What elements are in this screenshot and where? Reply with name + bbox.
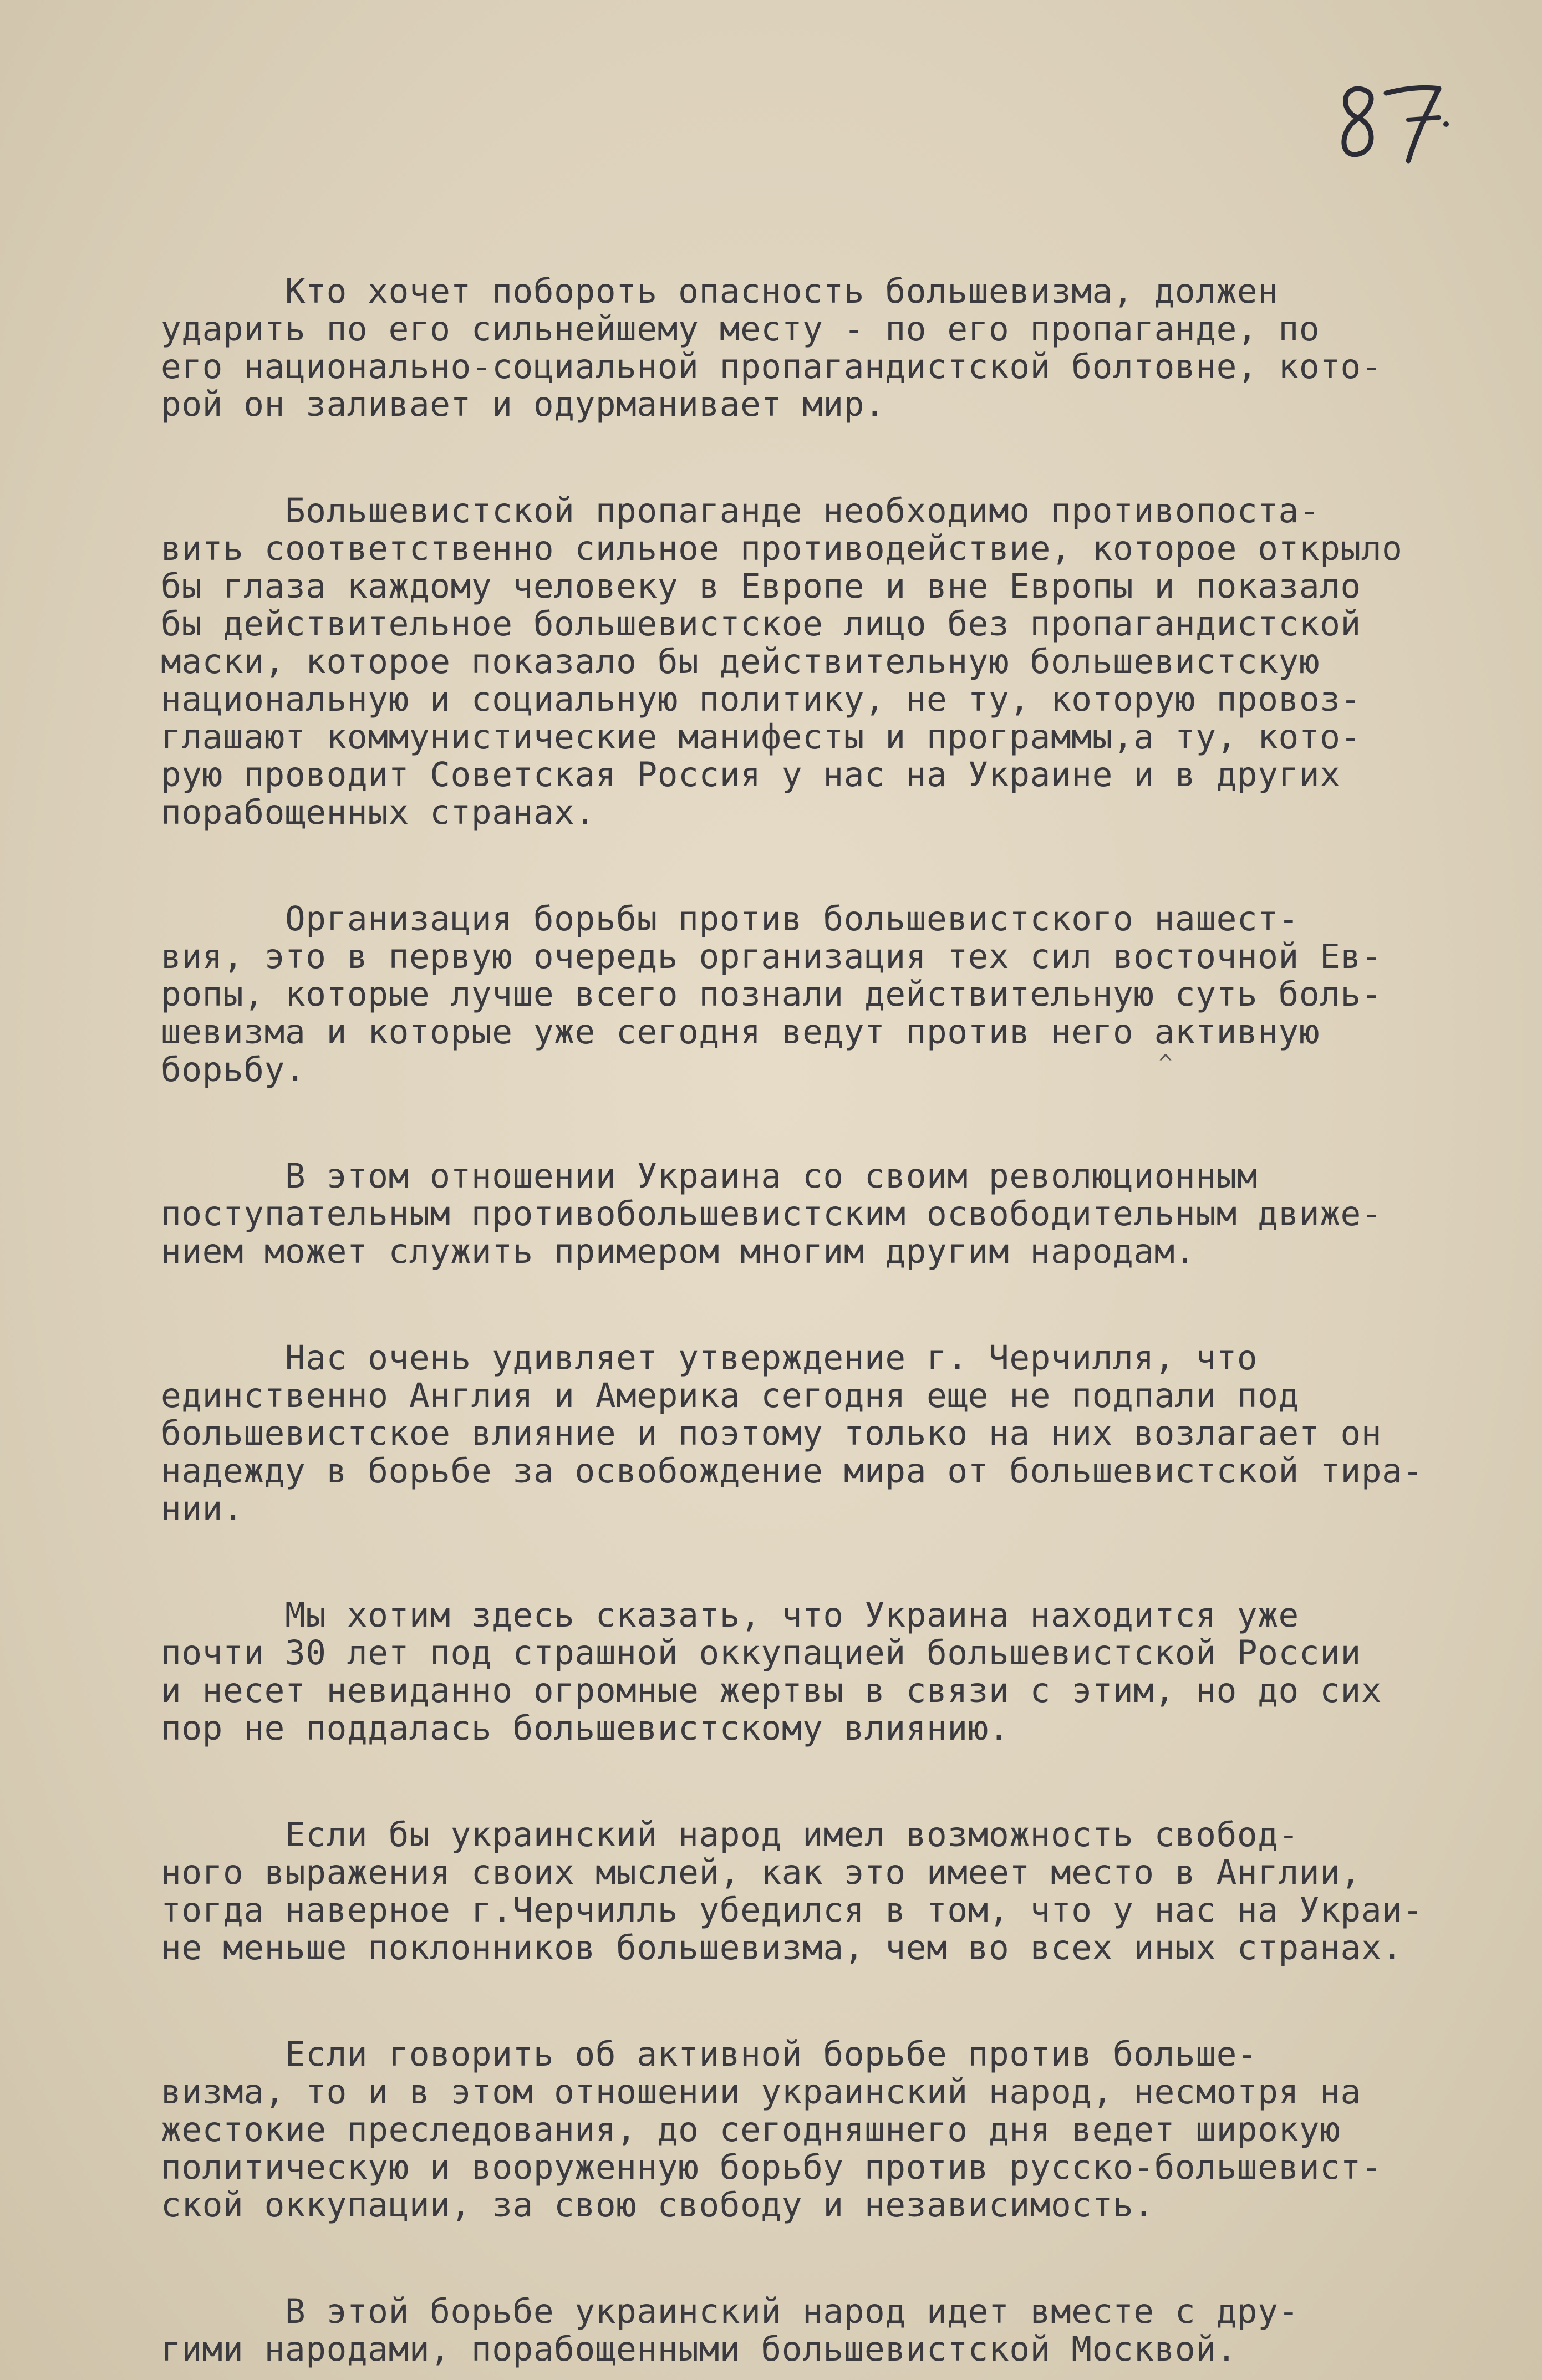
text-line: Если говорить об активной борьбе против больше- [161,2035,1258,2074]
text-line: Мы хотим здесь сказать, что Украина находится уже [161,1596,1299,1635]
text-line: его национально-социальной пропагандистской болтовне, кото- [161,347,1382,386]
paragraph-gap [161,1967,1503,2036]
text-line: ропы, которые лучше всего познали действительную суть боль- [161,975,1382,1014]
text-line: почти 30 лет под страшной оккупацией большевистской России [161,1633,1361,1673]
text-line: не меньше поклонников большевизма, чем во всех иных странах. [161,1928,1403,1968]
typed-document-body [161,273,1503,2368]
page-number-87-handwriting [1325,67,1458,177]
text-line: В этом отношении Украина со своим революционным [161,1156,1258,1196]
paragraph [161,273,1503,424]
paragraph [161,1816,1503,1967]
text-line: ской оккупации, за свою свободу и независимость. [161,2185,1154,2225]
text-line: пор не поддалась большевистскому влиянию. [161,1709,1010,1748]
text-line: визма, то и в этом отношении украинский народ, несмотря на [161,2072,1361,2112]
text-line: и несет невиданно огромные жертвы в связи с этим, но до сих [161,1671,1382,1710]
text-line: политическую и вооруженную борьбу против русско-большевист- [161,2148,1382,2187]
text-line: бы действительное большевистское лицо без пропагандистской [161,604,1361,644]
paragraph [161,492,1503,832]
paragraph-gap [161,424,1503,492]
text-line: поступательным противобольшевистским освободительным движе- [161,1194,1382,1234]
paragraph [161,1597,1503,1747]
text-line: рой он заливает и одурманивает мир. [161,385,885,424]
text-line: национальную и социальную политику, не ту, которую провоз- [161,680,1361,719]
text-line: нии. [161,1489,244,1528]
text-line: бы глаза каждому человеку в Европе и вне Европы и показало [161,567,1361,606]
paragraph-gap [161,832,1503,900]
paragraph [161,1158,1503,1271]
text-line: ного выражения своих мыслей, как это имеет место в Англии, [161,1853,1361,1892]
paragraph [161,2293,1503,2368]
text-line: Нас очень удивляет утверждение г. Черчилля, что [161,1338,1258,1378]
paragraph-gap [161,1747,1503,1816]
text-line: Если бы украинский народ имел возможность свобод- [161,1815,1299,1854]
paragraph-gap [161,1271,1503,1339]
text-line: вия, это в первую очередь организация тех сил восточной Ев- [161,937,1382,976]
handwritten-page-number [1325,67,1458,177]
text-line: Кто хочет побороть опасность большевизма, должен [161,272,1279,311]
paragraph-container [161,273,1503,2368]
text-line: гими народами, порабощенными большевистской Москвой. [161,2330,1237,2369]
text-line: большевистское влияние и поэтому только на них возлагает он [161,1414,1382,1453]
text-line: борьбу. [161,1050,306,1089]
text-line: шевизма и которые уже сегодня ведут против него активную [161,1012,1320,1052]
text-line: вить соответственно сильное противодействие, которое открыло [161,529,1403,568]
text-line: тогда наверное г.Черчилль убедился в том, что у нас на Украи- [161,1890,1423,1930]
paragraph-gap [161,1528,1503,1597]
text-line: В этой борьбе украинский народ идет вместе с дру- [161,2292,1299,2331]
paragraph [161,900,1503,1089]
text-line: нием может служить примером многим другим народам. [161,1232,1196,1271]
stray-mark: ^ [1159,1051,1173,1076]
text-line: Организация борьбы против большевистского нашест- [161,899,1299,939]
text-line: ударить по его сильнейшему месту - по его пропаганде, по [161,309,1320,349]
text-line: жестокие преследования, до сегодняшнего дня ведет широкую [161,2110,1341,2149]
paragraph-gap [161,1089,1503,1158]
paragraph [161,1339,1503,1528]
paragraph [161,2036,1503,2224]
text-line: рую проводит Советская Россия у нас на Украине и в других [161,755,1341,794]
text-line: порабощенных странах. [161,793,596,832]
text-line: Большевистской пропаганде необходимо противопоста- [161,491,1320,531]
paragraph-gap [161,2224,1503,2293]
text-line: глашают коммунистические манифесты и программы,а ту, кото- [161,717,1361,757]
text-line: маски, которое показало бы действительную большевистскую [161,642,1320,681]
text-line: единственно Англия и Америка сегодня еще не подпали под [161,1376,1299,1415]
text-line: надежду в борьбе за освобождение мира от большевистской тира- [161,1451,1423,1491]
